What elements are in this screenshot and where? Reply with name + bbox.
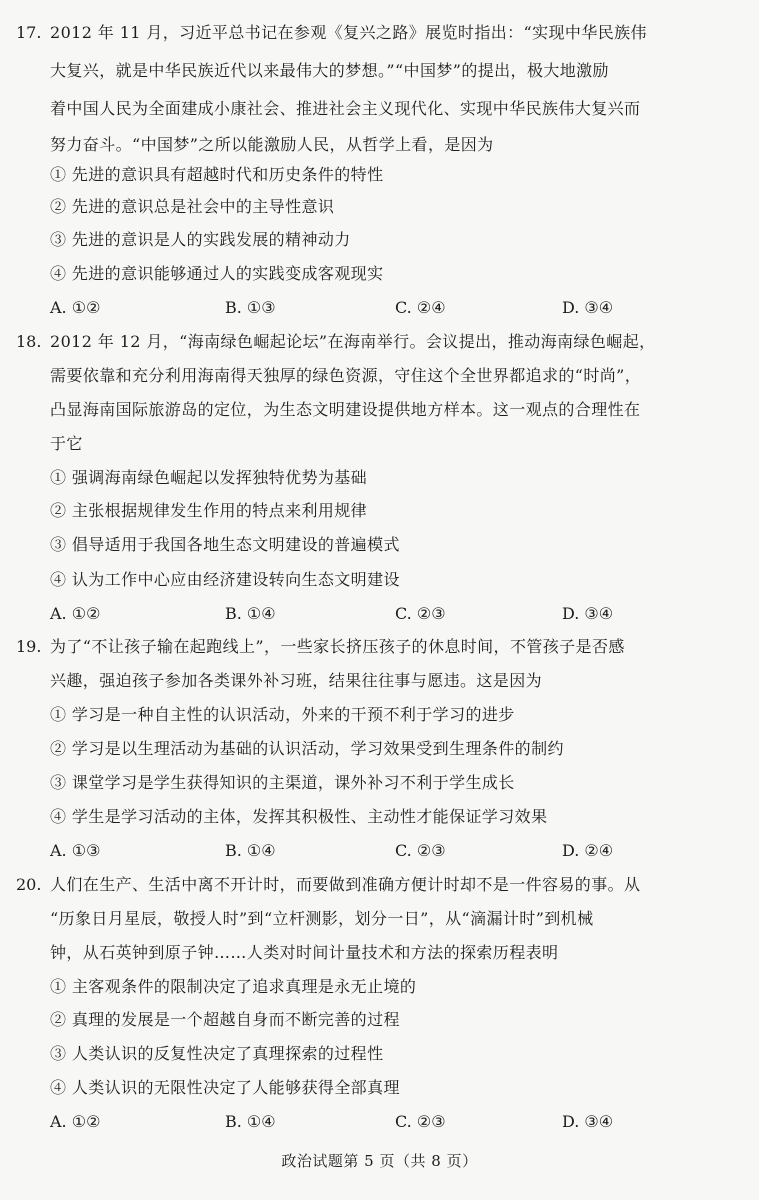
choice-b: B. ①③ xyxy=(225,298,276,317)
question-number: 17. xyxy=(16,23,42,42)
question-stem-line: “历象日月星辰，敬授人时”到“立杆测影，划分一日”，从“滴漏计时”到机械 xyxy=(50,909,594,928)
question-stem-line: 2012 年 11 月，习近平总书记在参观《复兴之路》展览时指出：“实现中华民族伟 xyxy=(50,23,647,42)
question-stem-line: 为了“不让孩子输在起跑线上”，一些家长挤压孩子的休息时间，不管孩子是否感 xyxy=(50,637,625,656)
question-stem-line: 大复兴，就是中华民族近代以来最伟大的梦想。”“中国梦”的提出，极大地激励 xyxy=(50,61,609,80)
statement-option: ③ 课堂学习是学生获得知识的主渠道，课外补习不利于学生成长 xyxy=(50,773,515,792)
choice-d: D. ③④ xyxy=(562,604,614,623)
statement-option: ② 先进的意识总是社会中的主导性意识 xyxy=(50,197,335,216)
statement-option: ② 学习是以生理活动为基础的认识活动，学习效果受到生理条件的制约 xyxy=(50,739,564,758)
question-stem-line: 钟，从石英钟到原子钟……人类对时间计量技术和方法的探索历程表明 xyxy=(50,943,559,962)
statement-option: ① 先进的意识具有超越时代和历史条件的特性 xyxy=(50,165,384,184)
choice-d: D. ②④ xyxy=(562,841,614,860)
choice-row xyxy=(50,840,670,864)
choice-c: C. ②③ xyxy=(395,604,446,623)
statement-option: ① 强调海南绿色崛起以发挥独特优势为基础 xyxy=(50,468,368,487)
choice-b: B. ①④ xyxy=(225,841,276,860)
page-footer: 政治试题第 5 页（共 8 页） xyxy=(281,1152,478,1170)
statement-option: ③ 人类认识的反复性决定了真理探索的过程性 xyxy=(50,1044,384,1063)
choice-row xyxy=(50,1111,670,1135)
statement-option: ④ 学生是学习活动的主体，发挥其积极性、主动性才能保证学习效果 xyxy=(50,807,548,826)
choice-row xyxy=(50,297,670,321)
statement-option: ① 学习是一种自主性的认识活动，外来的干预不利于学习的进步 xyxy=(50,705,515,724)
choice-c: C. ②③ xyxy=(395,841,446,860)
question-number: 20. xyxy=(16,875,42,894)
question-number: 18. xyxy=(16,332,42,351)
question-stem-line: 于它 xyxy=(50,434,83,453)
statement-option: ① 主客观条件的限制决定了追求真理是永无止境的 xyxy=(50,977,417,996)
question-stem-line: 凸显海南国际旅游岛的定位，为生态文明建设提供地方样本。这一观点的合理性在 xyxy=(50,400,641,419)
question-stem-line: 兴趣，强迫孩子参加各类课外补习班，结果往往事与愿违。这是因为 xyxy=(50,671,543,690)
choice-a: A. ①② xyxy=(50,604,101,623)
question-stem-line: 努力奋斗。“中国梦”之所以能激励人民，从哲学上看，是因为 xyxy=(50,135,494,154)
choice-a: A. ①② xyxy=(50,298,101,317)
question-stem-line: 2012 年 12 月，“海南绿色崛起论坛”在海南举行。会议提出，推动海南绿色崛起， xyxy=(50,332,656,351)
choice-c: C. ②③ xyxy=(395,1112,446,1131)
choice-c: C. ②④ xyxy=(395,298,446,317)
question-stem-line: 着中国人民为全面建成小康社会、推进社会主义现代化、实现中华民族伟大复兴而 xyxy=(50,99,641,118)
choice-b: B. ①④ xyxy=(225,1112,276,1131)
statement-option: ③ 先进的意识是人的实践发展的精神动力 xyxy=(50,230,351,249)
statement-option: ② 真理的发展是一个超越自身而不断完善的过程 xyxy=(50,1010,400,1029)
choice-a: A. ①③ xyxy=(50,841,101,860)
question-stem-line: 需要依靠和充分利用海南得天独厚的绿色资源，守住这个全世界都追求的“时尚”， xyxy=(50,366,642,385)
question-number: 19. xyxy=(16,637,42,656)
statement-option: ② 主张根据规律发生作用的特点来利用规律 xyxy=(50,501,368,520)
statement-option: ④ 认为工作中心应由经济建设转向生态文明建设 xyxy=(50,570,400,589)
choice-d: D. ③④ xyxy=(562,1112,614,1131)
choice-d: D. ③④ xyxy=(562,298,614,317)
statement-option: ③ 倡导适用于我国各地生态文明建设的普遍模式 xyxy=(50,535,400,554)
choice-a: A. ①② xyxy=(50,1112,101,1131)
statement-option: ④ 先进的意识能够通过人的实践变成客观现实 xyxy=(50,264,384,283)
choice-b: B. ①④ xyxy=(225,604,276,623)
choice-row xyxy=(50,603,670,627)
question-stem-line: 人们在生产、生活中离不开计时，而要做到准确方便计时却不是一件容易的事。从 xyxy=(50,875,641,894)
statement-option: ④ 人类认识的无限性决定了人能够获得全部真理 xyxy=(50,1078,400,1097)
